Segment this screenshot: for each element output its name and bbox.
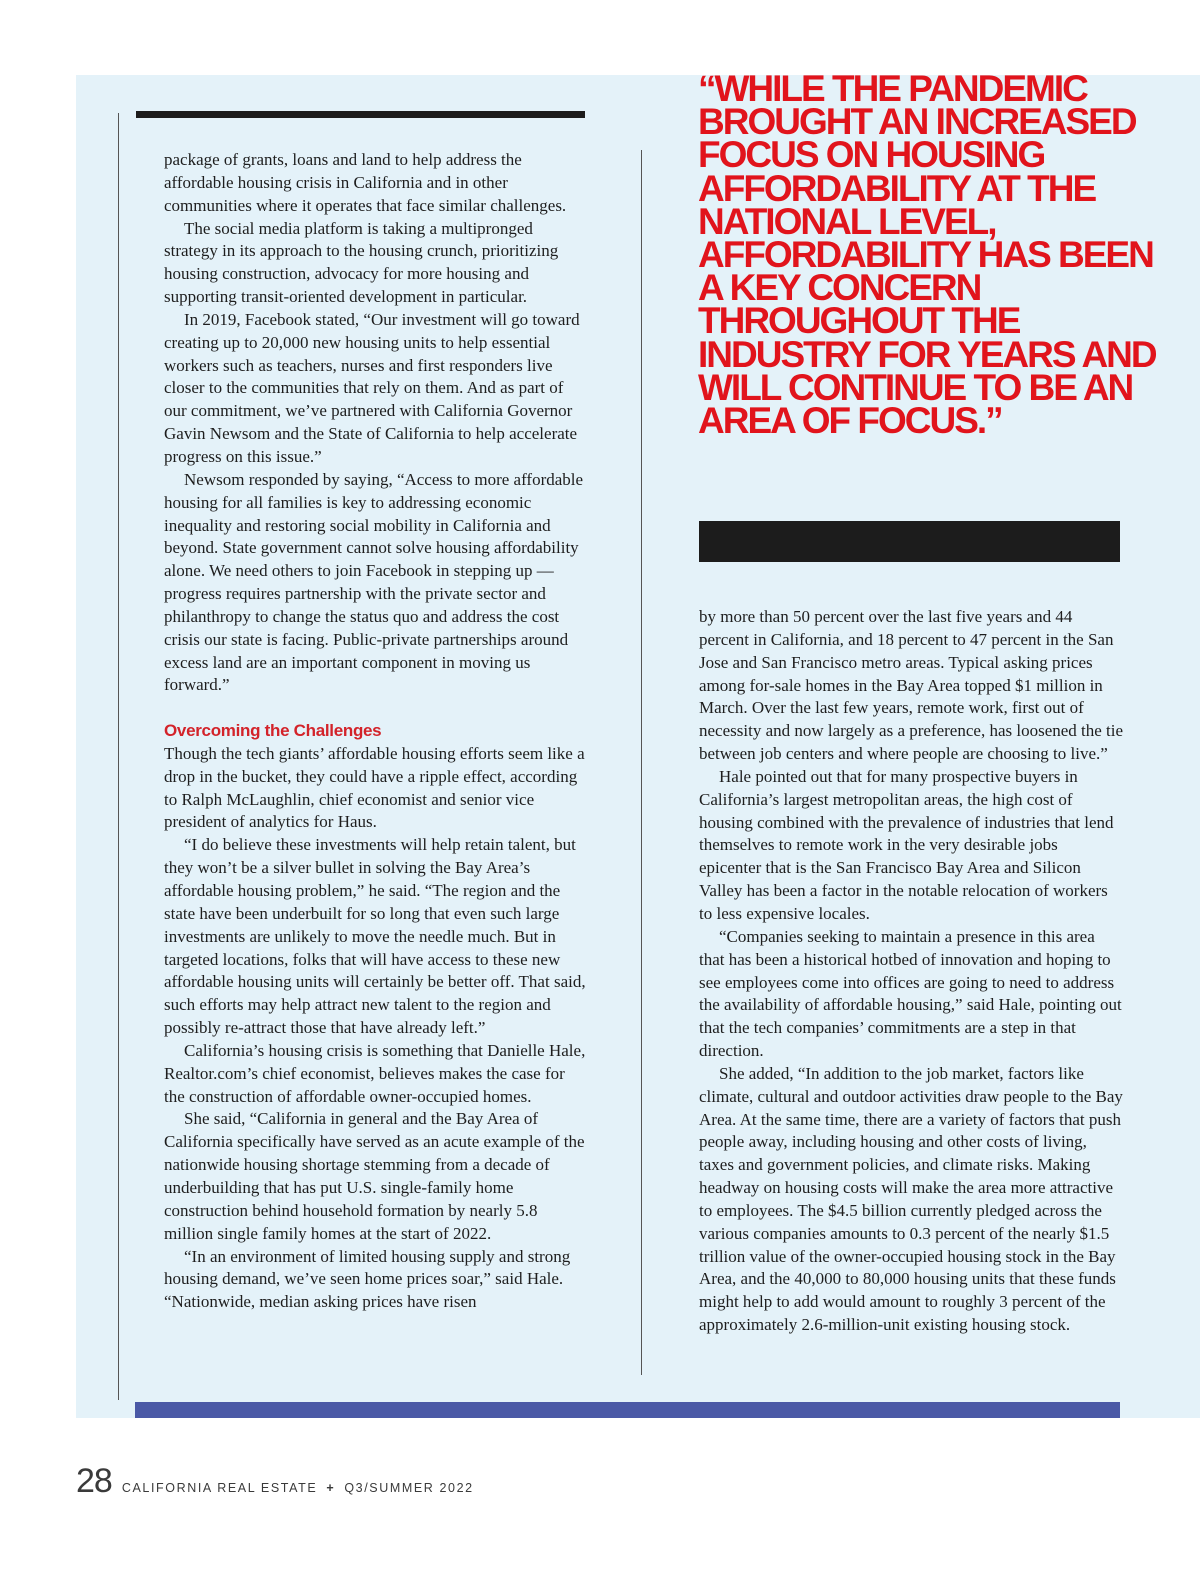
plus-separator-icon: +	[326, 1481, 336, 1495]
pull-quote: “WHILE THE PANDEMIC BROUGHT AN INCREASED FOCUS ON HOUSING AFFORDABILITY AT THE NATIONAL LEVEL, AFFORDABILITY HAS BEEN A KEY CONCERN THROUGHOUT THE INDUSTRY FOR YEARS AND WILL CONTINUE TO BE AN AREA OF FOCUS.”	[698, 68, 1156, 442]
article-column-right	[699, 606, 1124, 1337]
article-column-left	[164, 149, 589, 1314]
page-number: 28	[76, 1462, 112, 1500]
publication-line	[122, 1481, 474, 1495]
paragraph: California’s housing crisis is something that Danielle Hale, Realtor.com’s chief economist, believes makes the case for the construction of affordable owner-occupied homes.	[164, 1040, 586, 1106]
paragraph: package of grants, loans and land to help address the affordable housing crisis in California and in other communities where it operates that face similar challenges.	[164, 150, 567, 215]
paragraph: “Companies seeking to maintain a presence in this area that has been a historical hotbed of innovation and hoping to see employees come into offices are going to need to address the availability of affordable housing,” said Hale, pointing out that the tech companies’ commitments are a step in that direction.	[699, 926, 1122, 1061]
paragraph: Though the tech giants’ affordable housing efforts seem like a drop in the bucket, they could have a ripple effect, according to Ralph McLaughlin, chief economist and senior vice president of analytics for Haus.	[164, 743, 585, 832]
page-footer	[76, 1462, 474, 1502]
paragraph: In 2019, Facebook stated, “Our investment will go toward creating up to 20,000 new housing units to help essential workers such as teachers, nurses and first responders live closer to the communities that rely on them. And as part of our commitment, we’ve partnered with California Governor Gavin Newsom and the State of California to help accelerate progress on this issue.”	[164, 309, 580, 466]
section-subhead: Overcoming the Challenges	[164, 721, 382, 741]
paragraph: She added, “In addition to the job market, factors like climate, cultural and outdoor activities draw people to the Bay Area. At the same time, there are a variety of factors that push people away, including housing and other costs of living, taxes and government policies, and climate risks. Making headway on housing costs will make the area more attractive to employees. The $4.5 billion currently pledged across the various companies amounts to 0.3 percent of the nearly $1.5 trillion value of the owner-occupied housing stock in the Bay Area, and the 40,000 to 80,000 housing units that these funds might help to add would amount to roughly 3 percent of the approximately 2.6-million-unit existing housing stock.	[699, 1063, 1123, 1335]
paragraph: by more than 50 percent over the last five years and 44 percent in California, and 18 percent to 47 percent in the San Jose and San Francisco metro areas. Typical asking prices among for-sale homes in the Bay Area topped $1 million in March. Over the last few years, remote work, first out of necessity and now largely as a preference, has loosened the tie between job centers and where people are choosing to live.”	[699, 607, 1124, 764]
bottom-blue-bar	[135, 1402, 1120, 1418]
publication-title: CALIFORNIA REAL ESTATE	[121, 1481, 318, 1495]
paragraph: Newsom responded by saying, “Access to more affordable housing for all families is key to addressing economic inequality and restoring social mobility in California and beyond. State government cannot solve housing affordability alone. We need others to join Facebook in stepping up — progress requires partnership with the private sector and philanthropy to change the status quo and address the cost crisis our state is facing. Public-private partnerships around excess land are an important component in moving us forward.”	[164, 469, 584, 695]
paragraph: She said, “California in general and the Bay Area of California specifically have served as an acute example of the nationwide housing shortage stemming from a decade of underbuilding that has put U.S. single-family home construction behind household formation by nearly 5.8 million single family homes at the start of 2022.	[164, 1109, 585, 1243]
issue-label: Q3/SUMMER 2022	[344, 1481, 474, 1495]
paragraph: The social media platform is taking a multipronged strategy in its approach to the housing crunch, prioritizing housing construction, advocacy for more housing and supporting transit-oriented development in particular.	[164, 218, 559, 307]
paragraph: “In an environment of limited housing supply and strong housing demand, we’ve seen home prices soar,” said Hale. “Nationwide, median asking prices have risen	[164, 1246, 571, 1312]
column-divider-rule	[641, 150, 642, 1375]
top-black-bar	[136, 111, 585, 118]
paragraph: “I do believe these investments will help retain talent, but they won’t be a silver bullet in solving the Bay Area’s affordable housing problem,” he said. “The region and the state have been underbuilt for so long that even such large investments are unlikely to move the needle much. But in targeted locations, folks that will have access to these new affordable housing units will certainly be better off. That said, such efforts may help attract new talent to the region and possibly re-attract those that have already left.”	[164, 835, 586, 1038]
paragraph: Hale pointed out that for many prospective buyers in California’s largest metropolitan areas, the high cost of housing combined with the prevalence of industries that lend themselves to remote work in the very desirable jobs epicenter that is the San Francisco Bay Area and Silicon Valley has been a factor in the notable relocation of workers to less expensive locales.	[699, 766, 1114, 923]
pull-quote-black-bar	[699, 521, 1120, 562]
left-vertical-rule	[118, 113, 119, 1400]
